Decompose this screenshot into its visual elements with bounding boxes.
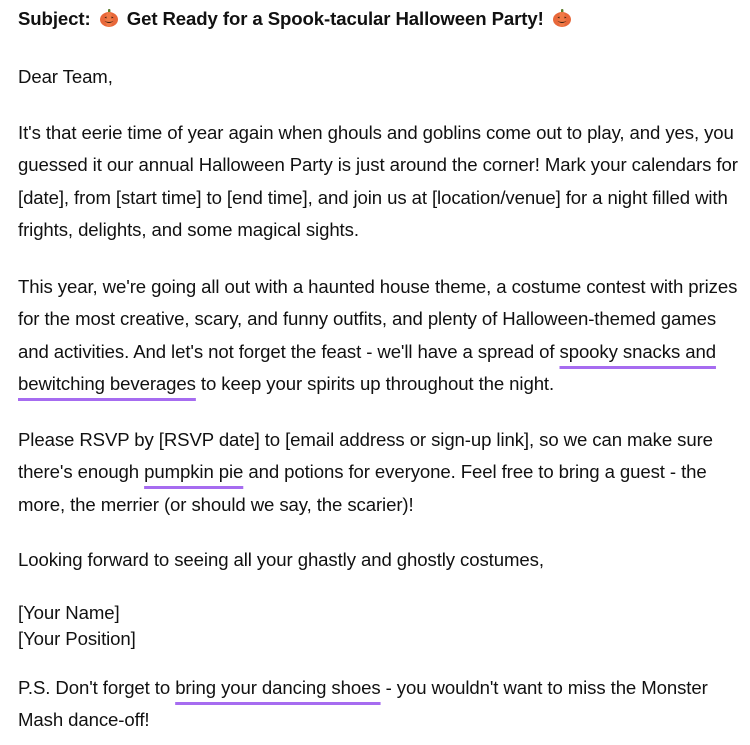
email-body [18,6,738,737]
pumpkin-icon [99,8,119,35]
paragraph-rsvp-text: Please RSVP by [RSVP date] to [email address or sign-up link], so we can make sure there's enough [18,428,713,482]
subject-line [18,6,738,35]
highlight-pumpkin-pie: pumpkin pie [144,461,244,482]
postscript-text: P.S. Don't forget to [18,676,176,698]
paragraph-theme [18,271,738,401]
paragraph-rsvp [18,424,738,522]
paragraph-theme-text: This year, we're going all out with a haunted house theme, a costume contest with prizes for the most creative, scary, and funny outfits, and plenty of Halloween-themed games and activities. And let's not forget the feast - we'll have a spread of [18,275,738,362]
paragraph-theme-text-end: to keep your spirits up throughout the night. [195,373,555,394]
postscript [18,672,738,737]
pumpkin-icon [552,8,572,35]
paragraph-rsvp-text-end: and potions for everyone. Feel free to bring a guest - the more, the merrier (or should we say, the scarier)! [18,461,707,515]
closing-line: Looking forward to seeing all your ghastly and ghostly costumes, [18,549,544,570]
highlight-spooky-snacks: spooky snacks and bewitching beverages [18,340,716,394]
signature-block [18,600,738,652]
subject-label: Subject: [18,8,91,29]
paragraph-intro: It's that eerie time of year again when ghouls and goblins come out to play, and yes, you guessed it our annual Halloween Party is just around the corner! Mark your calendars for [date], from [start time] to [end time], and join us at [location/venue] for a night filled with frights, delights, and some magical sights. [18,121,738,240]
signature-position: [Your Position] [18,627,136,649]
subject-text: Get Ready for a Spook-tacular Halloween Party! [126,8,544,29]
signature-name: [Your Name] [18,601,120,623]
greeting: Dear Team, [18,66,113,87]
highlight-dancing-shoes: bring your dancing shoes [175,676,381,698]
postscript-text-end: - you wouldn't want to miss the Monster Mash dance-off! [18,676,708,730]
